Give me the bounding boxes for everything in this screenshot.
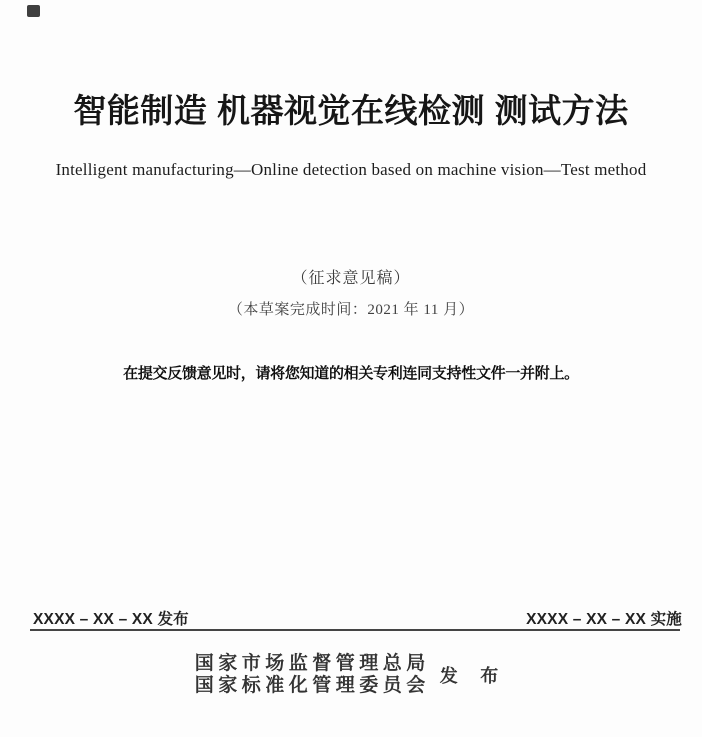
implementation-date: XXXX – XX – XX 实施: [526, 611, 682, 628]
document-title-english: Intelligent manufacturing—Online detection based on machine vision—Test method: [55, 160, 647, 179]
corner-mark: [27, 5, 40, 17]
issuer-names: [195, 653, 430, 697]
issue-date: XXXX – XX – XX 发布: [33, 611, 189, 628]
draft-stage-note: （征求意见稿）: [291, 270, 411, 287]
patent-feedback-notice: 在提交反馈意见时，请将您知道的相关专利连同支持性文件一并附上。: [123, 365, 579, 382]
issuer-block: [0, 653, 702, 697]
publish-label: 发 布: [439, 666, 508, 686]
document-title-chinese: 智能制造 机器视觉在线检测 测试方法: [73, 92, 629, 129]
draft-completion-time: （本草案完成时间：2021 年 11 月）: [227, 302, 475, 318]
issuer-line-2: 国家标准化管理委员会: [194, 675, 430, 696]
footer-rule: [30, 629, 680, 631]
issuer-line-1: 国家市场监督管理总局: [194, 653, 430, 674]
dates-row: [33, 607, 682, 629]
